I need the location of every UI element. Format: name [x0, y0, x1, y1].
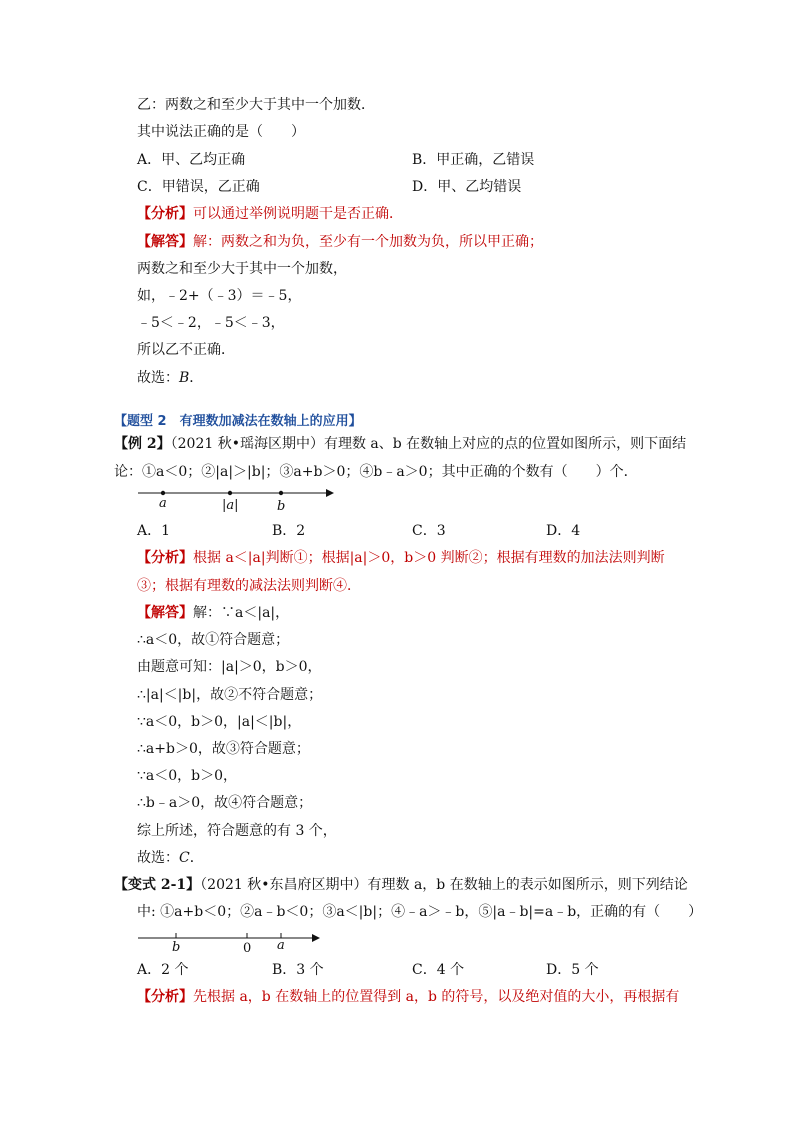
section-heading: 【题型 2 有理数加减法在数轴上的应用】 [114, 414, 362, 429]
answer-prefix: 故选： [137, 850, 179, 866]
example-line-2: 论：①a＜0；②|a|＞|b|；③a+b＞0；④b﹣a＞0；其中正确的个数有（ ）个． [114, 464, 638, 480]
solution-line: 所以乙不正确． [137, 342, 235, 358]
solution-text: 解：两数之和为负，至少有一个加数为负，所以甲正确； [193, 234, 543, 250]
solution-tag: 【解答】 [137, 234, 193, 250]
option-b: B．3 个 [272, 962, 324, 978]
option-c: C．3 [412, 523, 446, 539]
solution-text: 解：∵a＜|a|， [193, 605, 290, 621]
analysis-row [137, 205, 403, 223]
statement-yi: 乙：两数之和至少大于其中一个加数． [137, 97, 375, 113]
solution-line: ∵a＜0，b＞0， [137, 768, 238, 784]
solution-line: ∴|a|＜|b|，故②不符合题意； [137, 687, 323, 703]
answer-suffix: ． [189, 850, 204, 866]
label-abs-a: |a| [222, 498, 239, 513]
solution-line: ∴b﹣a＞0，故④符合题意； [137, 795, 313, 811]
variant-line-1 [114, 876, 688, 894]
solution-line: 两数之和至少大于其中一个加数， [137, 261, 347, 277]
label-a: a [159, 496, 167, 511]
solution-row [137, 604, 289, 622]
label-zero: 0 [243, 941, 252, 956]
option-b: B．2 [272, 523, 306, 539]
option-d: D．5 个 [546, 962, 599, 978]
point-b [279, 491, 283, 495]
solution-line: 由题意可知：|a|＞0，b＞0， [137, 659, 322, 675]
label-b: b [172, 940, 181, 955]
label-b: b [277, 499, 286, 514]
example-tag: 【例 2】 [114, 436, 171, 452]
solution-line: 如，﹣2+（﹣3）＝﹣5， [137, 288, 302, 304]
number-line-2 [136, 928, 326, 956]
analysis-tag: 【分析】 [137, 989, 193, 1005]
option-a: A．甲、乙均正确 [137, 152, 246, 168]
example-line-1 [114, 435, 686, 453]
variant-text: （2021 秋•东昌府区期中）有理数 a，b 在数轴上的表示如图所示，则下列结论 [200, 877, 688, 893]
axis-arrow [326, 489, 334, 497]
axis-arrow [312, 934, 320, 942]
option-b: B．甲正确，乙错误 [412, 152, 535, 168]
answer-suffix: ． [189, 370, 204, 386]
option-d: D．甲、乙均错误 [412, 179, 522, 195]
solution-line: ∵a＜0，b＞0，|a|＜|b|， [137, 714, 302, 730]
point-a [161, 491, 165, 495]
option-c: C．4 个 [412, 962, 465, 978]
solution-line: 综上所述，符合题意的有 3 个， [137, 823, 337, 839]
analysis-row [137, 988, 679, 1006]
solution-tag: 【解答】 [137, 605, 193, 621]
variant-tag: 【变式 2-1】 [114, 877, 201, 893]
option-d: D．4 [546, 523, 581, 539]
point-abs-a [228, 491, 232, 495]
analysis-text: 可以通过举例说明题干是否正确． [193, 206, 403, 222]
option-c: C．甲错误，乙正确 [137, 179, 260, 195]
analysis-text: 根据 a＜|a|判断①；根据|a|＞0，b＞0 判断②；根据有理数的加法法则判断 [193, 550, 665, 566]
analysis-tag: 【分析】 [137, 550, 193, 566]
solution-line: ﹣5＜﹣2，﹣5＜﹣3， [137, 315, 285, 331]
question-stem: 其中说法正确的是（ ） [137, 124, 305, 140]
solution-row [137, 233, 543, 251]
solution-line: ∴a＜0，故①符合题意； [137, 632, 290, 648]
analysis-text: 先根据 a，b 在数轴上的位置得到 a，b 的符号，以及绝对值的大小，再根据有 [193, 989, 680, 1005]
solution-line: ∴a+b＞0，故③符合题意； [137, 741, 310, 757]
analysis-tag: 【分析】 [137, 206, 193, 222]
example-text: （2021 秋•瑶海区期中）有理数 a、b 在数轴上对应的点的位置如图所示，则下面结 [170, 436, 687, 452]
analysis-row [137, 549, 665, 567]
label-a: a [277, 938, 285, 953]
option-a: A．1 [137, 523, 171, 539]
answer-value: C [179, 850, 190, 866]
answer-line [137, 369, 203, 387]
answer-value: B [179, 370, 190, 386]
option-a: A．2 个 [137, 962, 189, 978]
variant-line-2: 中: ①a+b＜0；②a﹣b＜0；③a＜|b|；④﹣a＞﹣b，⑤|a﹣b|=a﹣b，正确的有（ ） [137, 904, 703, 920]
number-line-1 [136, 485, 336, 513]
analysis-line-2: ③；根据有理数的减法法则判断④． [137, 578, 361, 594]
answer-line [137, 849, 204, 867]
answer-prefix: 故选： [137, 370, 179, 386]
